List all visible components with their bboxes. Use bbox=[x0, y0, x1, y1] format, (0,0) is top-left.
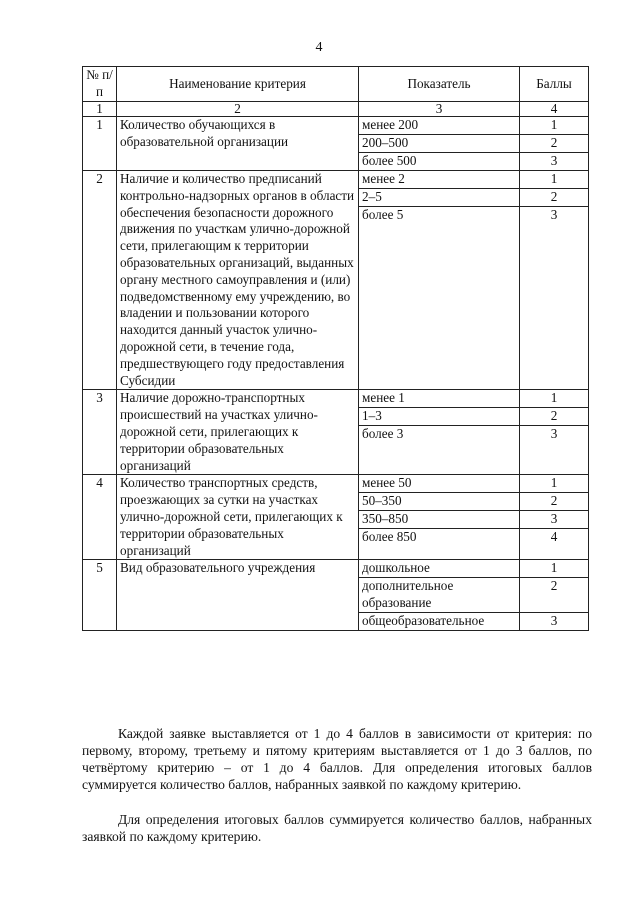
table-row bbox=[83, 475, 589, 560]
score: 1 bbox=[520, 171, 588, 189]
indicator-cell bbox=[359, 390, 520, 475]
criterion-text: Наличие дорожно-транспортных происшествий на участках улично-дорожной сети, прилегающих к территории образовательных организаций bbox=[120, 390, 318, 473]
header-score: Баллы bbox=[520, 67, 589, 102]
indicator: более 500 bbox=[362, 153, 417, 168]
criterion-text: Наличие и количество предписаний контрольно-надзорных органов в области обеспечения безопасности дорожного движения по участкам улично-дорожной сети, прилегающим к территории образовательных организаций, выданных органу местного самоуправления и (или) подведомственному ему учреждению, во владении и пользовании которого находится данный участок улично-дорожной сети, в течение года, предшествующего году предоставления Субсидии bbox=[120, 171, 355, 388]
score: 3 bbox=[550, 613, 558, 629]
table-row bbox=[83, 171, 589, 390]
header-name: Наименование критерия bbox=[117, 67, 359, 102]
row-num: 5 bbox=[83, 560, 117, 631]
score: 3 bbox=[520, 511, 588, 529]
header-num: № п/п bbox=[83, 67, 117, 102]
indicator-cell bbox=[359, 117, 520, 171]
score-cell bbox=[520, 475, 589, 560]
row-num: 2 bbox=[83, 171, 117, 390]
column-number: 1 bbox=[83, 102, 117, 117]
scoring-paragraph: Каждой заявке выставляется от 1 до 4 баллов в зависимости от критерия: по первому, второму, третьему и пятому критериям выставляется от 1 до 3 баллов, по четвёртому критерию – от 1 до 4 баллов. Для определения итоговых баллов суммируется количество баллов, набранных заявкой по каждому критерию. bbox=[82, 725, 592, 792]
score: 1 bbox=[520, 560, 588, 578]
score: 1 bbox=[520, 117, 588, 135]
indicator: менее 200 bbox=[359, 117, 519, 135]
score: 3 bbox=[550, 426, 558, 442]
indicator: менее 1 bbox=[359, 390, 519, 408]
indicator: более 3 bbox=[362, 426, 404, 442]
indicator: более 5 bbox=[362, 207, 404, 222]
column-number: 3 bbox=[359, 102, 520, 117]
summary-paragraph: Для определения итоговых баллов суммируется количество баллов, набранных заявкой по каждому критерию. bbox=[82, 811, 592, 844]
score: 1 bbox=[520, 390, 588, 408]
indicator: 200–500 bbox=[359, 135, 519, 153]
score: 2 bbox=[520, 493, 588, 511]
criterion-name bbox=[117, 171, 359, 390]
criteria-table bbox=[82, 66, 589, 631]
indicator: общеобразовательное bbox=[362, 613, 485, 629]
row-num: 1 bbox=[83, 117, 117, 171]
criterion-name bbox=[117, 560, 359, 631]
criterion-name bbox=[117, 475, 359, 560]
row-num: 4 bbox=[83, 475, 117, 560]
criterion-name bbox=[117, 117, 359, 171]
score: 2 bbox=[520, 189, 588, 207]
indicator-cell bbox=[359, 475, 520, 560]
indicator: 1–3 bbox=[359, 408, 519, 426]
indicator-cell bbox=[359, 171, 520, 390]
column-number: 4 bbox=[520, 102, 589, 117]
score: 2 bbox=[520, 408, 588, 426]
indicator: 2–5 bbox=[359, 189, 519, 207]
indicator: дополнительное образование bbox=[359, 578, 519, 613]
row-num: 3 bbox=[83, 390, 117, 475]
score: 3 bbox=[550, 207, 558, 222]
score-cell bbox=[520, 171, 589, 390]
indicator: менее 2 bbox=[359, 171, 519, 189]
table-row bbox=[83, 560, 589, 631]
criterion-text: Количество транспортных средств, проезжающих за сутки на участках улично-дорожной сети, прилегающих к территории образовательных организаций bbox=[120, 475, 343, 558]
score: 3 bbox=[550, 153, 558, 168]
score-cell bbox=[520, 390, 589, 475]
score: 2 bbox=[520, 578, 588, 613]
indicator-cell bbox=[359, 560, 520, 631]
column-number: 2 bbox=[117, 102, 359, 117]
page-number: 4 bbox=[315, 40, 323, 55]
criterion-name bbox=[117, 390, 359, 475]
column-number-row bbox=[83, 102, 589, 117]
indicator: менее 50 bbox=[359, 475, 519, 493]
criterion-text: Вид образовательного учреждения bbox=[120, 560, 316, 576]
indicator: 350–850 bbox=[359, 511, 519, 529]
indicator: более 850 bbox=[362, 529, 417, 545]
score-cell bbox=[520, 560, 589, 631]
indicator: 50–350 bbox=[359, 493, 519, 511]
indicator: дошкольное bbox=[359, 560, 519, 578]
header-indicator: Показатель bbox=[359, 67, 520, 102]
score-cell bbox=[520, 117, 589, 171]
score: 4 bbox=[550, 529, 558, 545]
score: 1 bbox=[520, 475, 588, 493]
table-row bbox=[83, 390, 589, 475]
table-header-row bbox=[83, 67, 589, 102]
table-row bbox=[83, 117, 589, 171]
criterion-text: Количество обучающихся в образовательной организации bbox=[120, 117, 289, 149]
score: 2 bbox=[520, 135, 588, 153]
